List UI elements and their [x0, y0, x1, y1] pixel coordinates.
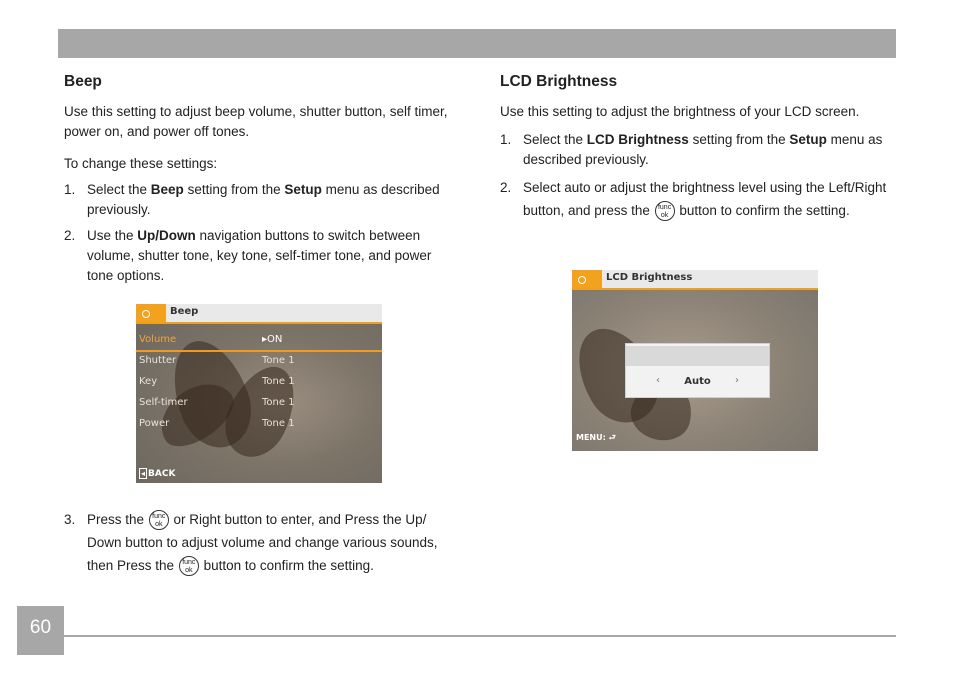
step-text: [87, 226, 460, 286]
step-text-part: Use the: [87, 228, 138, 243]
lcd-brightness-section: [500, 72, 896, 228]
func-icon-line: ok: [660, 212, 669, 220]
step-keyword: Setup: [284, 182, 322, 197]
menu-row-value: Tone 1: [262, 376, 295, 387]
func-ok-button-icon: [179, 556, 199, 576]
step-text-part: setting from the: [183, 182, 285, 197]
lcd-brightness-screenshot: [572, 270, 818, 451]
step-text-part: Press the: [87, 512, 148, 527]
beep-to-change: To change these settings:: [64, 156, 218, 171]
func-ok-button-icon: [655, 201, 675, 221]
step-number: 2.: [64, 228, 76, 243]
menu-row-value: Tone 1: [262, 418, 295, 429]
func-ok-button-icon: [149, 510, 169, 530]
dialog-highlight-strip: [626, 346, 769, 366]
screen-title: Beep: [170, 306, 199, 317]
func-icon-line: func: [152, 513, 166, 521]
step-text: [523, 176, 896, 222]
page-number: 60: [29, 617, 52, 638]
step-keyword: LCD Brightness: [586, 132, 689, 147]
back-arrow-icon: ◂: [141, 469, 146, 478]
menu-row-value-text: ON: [267, 334, 283, 345]
func-icon-line: func: [657, 204, 672, 212]
beep-step-3: [64, 508, 460, 577]
menu-row-value: Tone 1: [262, 397, 295, 408]
step-text-part: button to confirm the setting.: [199, 558, 374, 573]
func-icon-line: ok: [155, 521, 163, 529]
step-text-part: Select the: [87, 182, 151, 197]
step-number: 2.: [500, 180, 512, 195]
footer-rule: [64, 635, 896, 637]
lcd-step-2: [500, 176, 896, 222]
beep-section: [64, 72, 460, 292]
setup-tab-icon: [136, 304, 166, 322]
back-label: BACK: [148, 469, 176, 479]
menu-row-value: ▸ON: [262, 334, 283, 345]
brightness-value: Auto: [684, 376, 711, 387]
menu-row-label: Key: [139, 376, 158, 387]
step-text-part: button to confirm the setting.: [675, 203, 850, 218]
step-keyword: Beep: [150, 182, 184, 197]
lcd-intro: Use this setting to adjust the brightness of your LCD screen.: [500, 104, 860, 119]
step-number: 1.: [500, 132, 512, 147]
beep-menu-screenshot: [136, 304, 382, 483]
setup-tab-icon: [572, 270, 602, 288]
back-indicator: [139, 468, 175, 479]
step-text-part: Select auto or adjust the brightness level using the Left/Right button, and press the: [523, 180, 887, 218]
step-text: [87, 180, 460, 220]
menu-row-power[interactable]: [136, 414, 382, 434]
page-number-box: [17, 606, 64, 655]
step-text-part: Select the: [523, 132, 587, 147]
func-icon-line: ok: [185, 567, 193, 575]
lcd-heading: LCD Brightness: [500, 73, 618, 90]
screen-header: [572, 270, 818, 290]
screen-title: LCD Brightness: [606, 272, 693, 283]
beep-step-1: [64, 180, 460, 220]
step-text: [87, 508, 460, 577]
step-text-part: navigation buttons to switch between volume, shutter tone, key tone, self-timer tone, and power tone options.: [87, 228, 432, 283]
step-keyword: Setup: [789, 132, 827, 147]
right-arrow-icon[interactable]: ›: [735, 375, 739, 386]
step-text-part: menu as described previously.: [87, 182, 440, 217]
step-number: 1.: [64, 182, 76, 197]
step-keyword: Up/Down: [137, 228, 196, 243]
return-icon: ⮐: [605, 433, 616, 442]
step-number: 3.: [64, 512, 76, 527]
menu-row-self-timer[interactable]: [136, 393, 382, 413]
screen-header: [136, 304, 382, 324]
step-text-part: menu as described previously.: [523, 132, 883, 167]
menu-row-label: Power: [139, 418, 170, 429]
menu-row-key[interactable]: [136, 372, 382, 392]
left-arrow-icon[interactable]: ‹: [656, 375, 660, 386]
beep-intro: Use this setting to adjust beep volume, shutter button, self timer, power on, and power off tones.: [64, 104, 448, 139]
func-icon-line: func: [182, 559, 196, 567]
beep-step-3-block: [64, 508, 460, 583]
step-text-part: or Right button to enter, and Press the Up/ Down button to adjust volume and change various sounds, then Press the: [87, 512, 438, 573]
menu-row-volume[interactable]: [136, 330, 382, 352]
menu-row-label: Volume: [139, 334, 177, 345]
menu-row-label: Self-timer: [139, 397, 188, 408]
menu-row-label: Shutter: [139, 355, 177, 366]
header-bar: [58, 29, 896, 58]
step-text-part: setting from the: [688, 132, 790, 147]
menu-row-value: Tone 1: [262, 355, 295, 366]
lcd-step-1: [500, 130, 896, 170]
menu-label: MENU:: [576, 433, 606, 442]
beep-step-2: [64, 226, 460, 286]
step-text: [523, 130, 896, 170]
brightness-selector-dialog[interactable]: [625, 343, 770, 398]
menu-row-shutter[interactable]: [136, 351, 382, 371]
beep-heading: Beep: [64, 73, 102, 90]
menu-indicator: [576, 432, 616, 446]
